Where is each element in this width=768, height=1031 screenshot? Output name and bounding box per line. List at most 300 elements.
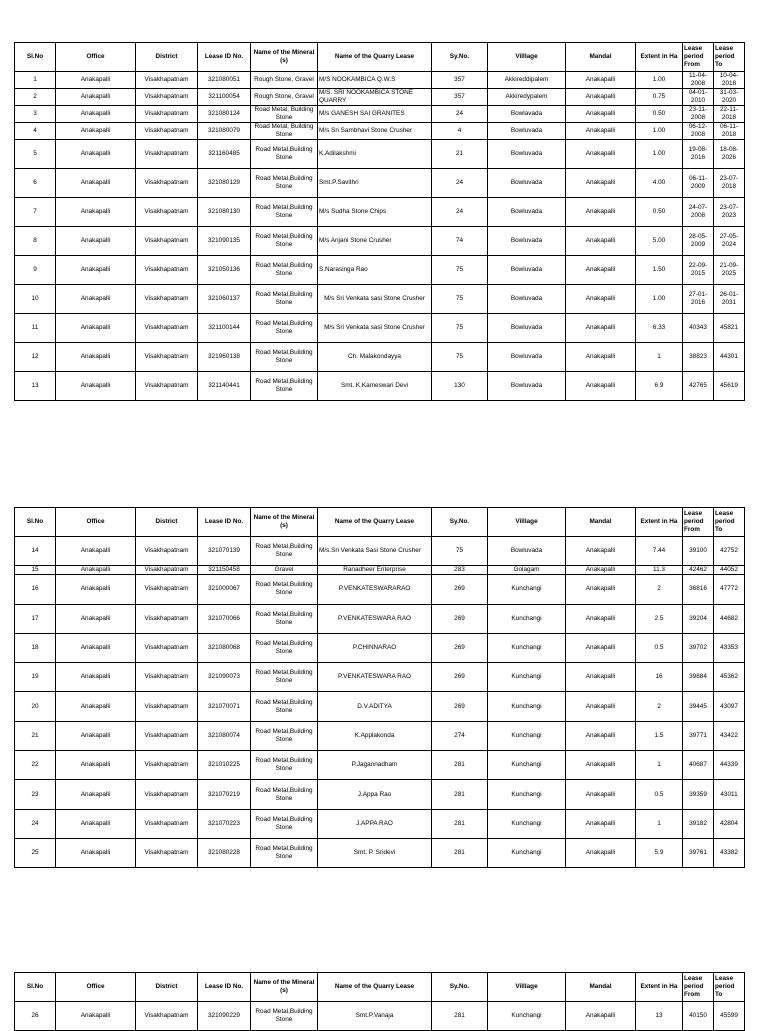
cell-period-from: 39771 bbox=[683, 721, 714, 750]
cell-period-to: 44339 bbox=[714, 751, 745, 780]
cell-office: Anakapalli bbox=[56, 372, 136, 401]
cell-mandal: Anakapalli bbox=[566, 314, 636, 343]
cell-office: Anakapalli bbox=[56, 169, 136, 198]
cell-extent: 0.5 bbox=[636, 633, 683, 662]
cell-lease-id: 321080051 bbox=[198, 72, 251, 89]
cell-period-to: 45362 bbox=[714, 663, 745, 692]
cell-period-from: 40687 bbox=[683, 751, 714, 780]
cell-district: Visakhapatnam bbox=[136, 314, 198, 343]
cell-extent: 6.33 bbox=[636, 314, 683, 343]
cell-quarry-lease: K.Adilakshmi bbox=[318, 140, 432, 169]
cell-mineral: Road Metal,Building Stone bbox=[251, 633, 318, 662]
cell-sy-no: 75 bbox=[432, 285, 488, 314]
table-row bbox=[15, 633, 745, 662]
cell-district: Visakhapatnam bbox=[136, 106, 198, 123]
cell-village: Bowluvada bbox=[488, 256, 566, 285]
column-header-village: Villlage bbox=[488, 43, 566, 72]
cell-mandal: Anakapalli bbox=[566, 604, 636, 633]
cell-district: Visakhapatnam bbox=[136, 604, 198, 633]
cell-village: Bowluvada bbox=[488, 198, 566, 227]
cell-mineral: Road Metal, Building Stone bbox=[251, 123, 318, 140]
cell-sl-no: 2 bbox=[15, 89, 56, 106]
cell-lease-id: 321080228 bbox=[198, 838, 251, 867]
cell-lease-id: 321080130 bbox=[198, 198, 251, 227]
cell-period-from: 39884 bbox=[683, 663, 714, 692]
header-row bbox=[15, 973, 745, 1002]
cell-office: Anakapalli bbox=[56, 227, 136, 256]
cell-lease-id: 321060137 bbox=[198, 285, 251, 314]
cell-village: Bowluvada bbox=[488, 372, 566, 401]
cell-village: Kunchangi bbox=[488, 809, 566, 838]
cell-mineral: Road Metal,Building Stone bbox=[251, 575, 318, 604]
cell-period-to: 47772 bbox=[714, 575, 745, 604]
table-body bbox=[15, 72, 745, 401]
cell-period-to: 21-09-2025 bbox=[714, 256, 745, 285]
table-row bbox=[15, 89, 745, 106]
cell-mandal: Anakapalli bbox=[566, 633, 636, 662]
column-header-period-from: Lease period From bbox=[683, 43, 714, 72]
cell-mineral: Road Metal, Building Stone bbox=[251, 106, 318, 123]
cell-mandal: Anakapalli bbox=[566, 692, 636, 721]
table-row bbox=[15, 343, 745, 372]
cell-mineral: Road Metal,Building Stone bbox=[251, 780, 318, 809]
cell-sl-no: 3 bbox=[15, 106, 56, 123]
cell-sy-no: 357 bbox=[432, 72, 488, 89]
header-row bbox=[15, 43, 745, 72]
cell-sl-no: 16 bbox=[15, 575, 56, 604]
cell-period-from: 39761 bbox=[683, 838, 714, 867]
column-header-extent: Extent in Ha bbox=[636, 43, 683, 72]
table-body bbox=[15, 1002, 745, 1031]
cell-sy-no: 281 bbox=[432, 1002, 488, 1031]
cell-district: Visakhapatnam bbox=[136, 633, 198, 662]
cell-mandal: Anakapalli bbox=[566, 227, 636, 256]
cell-period-from: 28-05-2009 bbox=[683, 227, 714, 256]
cell-sy-no: 269 bbox=[432, 692, 488, 721]
cell-district: Visakhapatnam bbox=[136, 256, 198, 285]
cell-period-from: 40343 bbox=[683, 314, 714, 343]
cell-quarry-lease: Smt.P.Savithri bbox=[318, 169, 432, 198]
cell-period-from: 39204 bbox=[683, 604, 714, 633]
cell-sl-no: 13 bbox=[15, 372, 56, 401]
cell-sy-no: 269 bbox=[432, 604, 488, 633]
cell-district: Visakhapatnam bbox=[136, 227, 198, 256]
cell-mineral: Road Metal,Building Stone bbox=[251, 314, 318, 343]
cell-mandal: Anakapalli bbox=[566, 780, 636, 809]
cell-mineral: Road Metal,Building Stone bbox=[251, 256, 318, 285]
cell-lease-id: 321070223 bbox=[198, 809, 251, 838]
cell-sl-no: 23 bbox=[15, 780, 56, 809]
cell-period-from: 39359 bbox=[683, 780, 714, 809]
cell-mineral: Road Metal,Building Stone bbox=[251, 198, 318, 227]
cell-period-to: 06-11-2018 bbox=[714, 123, 745, 140]
column-header-extent: Extent in Ha bbox=[636, 508, 683, 537]
column-header-lease-id: Lease ID No. bbox=[198, 43, 251, 72]
cell-village: Golagam bbox=[488, 566, 566, 575]
cell-village: Kunchangi bbox=[488, 780, 566, 809]
cell-district: Visakhapatnam bbox=[136, 838, 198, 867]
cell-village: Bowluvada bbox=[488, 140, 566, 169]
cell-village: Bowluvada bbox=[488, 169, 566, 198]
column-header-sl-no: Sl.No bbox=[15, 973, 56, 1002]
cell-office: Anakapalli bbox=[56, 663, 136, 692]
cell-sl-no: 9 bbox=[15, 256, 56, 285]
cell-district: Visakhapatnam bbox=[136, 140, 198, 169]
cell-quarry-lease: M/S. SRI NOOKAMBICA STONE QUARRY bbox=[318, 89, 432, 106]
cell-mandal: Anakapalli bbox=[566, 140, 636, 169]
cell-lease-id: 321960138 bbox=[198, 343, 251, 372]
cell-mandal: Anakapalli bbox=[566, 809, 636, 838]
column-header-office: Office bbox=[56, 508, 136, 537]
cell-office: Anakapalli bbox=[56, 256, 136, 285]
cell-period-from: 39702 bbox=[683, 633, 714, 662]
cell-mandal: Anakapalli bbox=[566, 751, 636, 780]
cell-period-to: 42804 bbox=[714, 809, 745, 838]
cell-lease-id: 321080079 bbox=[198, 123, 251, 140]
cell-mineral: Road Metal,Building Stone bbox=[251, 838, 318, 867]
cell-district: Visakhapatnam bbox=[136, 198, 198, 227]
column-header-sy-no: Sy.No. bbox=[432, 43, 488, 72]
cell-district: Visakhapatnam bbox=[136, 72, 198, 89]
table-body bbox=[15, 537, 745, 868]
cell-office: Anakapalli bbox=[56, 809, 136, 838]
cell-sy-no: 24 bbox=[432, 169, 488, 198]
cell-village: Kunchangi bbox=[488, 721, 566, 750]
cell-sl-no: 5 bbox=[15, 140, 56, 169]
cell-district: Visakhapatnam bbox=[136, 343, 198, 372]
cell-sl-no: 7 bbox=[15, 198, 56, 227]
table-row bbox=[15, 285, 745, 314]
table-row bbox=[15, 751, 745, 780]
cell-extent: 5.00 bbox=[636, 227, 683, 256]
table-row bbox=[15, 809, 745, 838]
cell-village: Bowluvada bbox=[488, 343, 566, 372]
cell-sl-no: 19 bbox=[15, 663, 56, 692]
table-row bbox=[15, 372, 745, 401]
cell-office: Anakapalli bbox=[56, 566, 136, 575]
cell-village: Bowlavada bbox=[488, 106, 566, 123]
cell-quarry-lease: P.CHINNARAO bbox=[318, 633, 432, 662]
table-row bbox=[15, 1002, 745, 1031]
cell-district: Visakhapatnam bbox=[136, 751, 198, 780]
cell-mineral: Road Metal,Building Stone bbox=[251, 663, 318, 692]
cell-quarry-lease: J.Appa Rao bbox=[318, 780, 432, 809]
column-header-village: Villlage bbox=[488, 508, 566, 537]
cell-quarry-lease: M/S NOOKAMBICA Q.W.S bbox=[318, 72, 432, 89]
cell-village: Kunchangi bbox=[488, 633, 566, 662]
table-row bbox=[15, 256, 745, 285]
cell-extent: 1.00 bbox=[636, 140, 683, 169]
cell-mineral: Gravel bbox=[251, 566, 318, 575]
cell-period-to: 43353 bbox=[714, 633, 745, 662]
cell-mandal: Anakapalli bbox=[566, 123, 636, 140]
cell-lease-id: 321090135 bbox=[198, 227, 251, 256]
cell-sy-no: 75 bbox=[432, 537, 488, 566]
cell-mineral: Road Metal,Building Stone bbox=[251, 537, 318, 566]
cell-period-from: 39100 bbox=[683, 537, 714, 566]
cell-extent: 7.44 bbox=[636, 537, 683, 566]
cell-district: Visakhapatnam bbox=[136, 566, 198, 575]
cell-period-to: 18-08-2026 bbox=[714, 140, 745, 169]
cell-extent: 4.00 bbox=[636, 169, 683, 198]
cell-period-from: 27-01-2016 bbox=[683, 285, 714, 314]
table-row bbox=[15, 692, 745, 721]
cell-quarry-lease: M/s Sri Sambhavi Stone Crusher bbox=[318, 123, 432, 140]
cell-sl-no: 12 bbox=[15, 343, 56, 372]
cell-sl-no: 18 bbox=[15, 633, 56, 662]
cell-period-from: 04-01-2010 bbox=[683, 89, 714, 106]
table-row bbox=[15, 838, 745, 867]
column-header-district: District bbox=[136, 43, 198, 72]
column-header-period-from: Lease period From bbox=[683, 508, 714, 537]
cell-sl-no: 17 bbox=[15, 604, 56, 633]
cell-mineral: Road Metal,Building Stone bbox=[251, 692, 318, 721]
table-row bbox=[15, 780, 745, 809]
cell-quarry-lease: M/s Sudha Stone Chips bbox=[318, 198, 432, 227]
cell-village: Bowluvada bbox=[488, 314, 566, 343]
table-row bbox=[15, 140, 745, 169]
cell-extent: 6.9 bbox=[636, 372, 683, 401]
cell-mandal: Anakapalli bbox=[566, 89, 636, 106]
cell-mineral: Rough Stone, Gravel bbox=[251, 72, 318, 89]
cell-sl-no: 8 bbox=[15, 227, 56, 256]
cell-village: Bowluvada bbox=[488, 123, 566, 140]
cell-sy-no: 24 bbox=[432, 106, 488, 123]
cell-mandal: Anakapalli bbox=[566, 537, 636, 566]
cell-extent: 0.75 bbox=[636, 89, 683, 106]
cell-mandal: Anakapalli bbox=[566, 838, 636, 867]
cell-village: Kunchangi bbox=[488, 751, 566, 780]
cell-mandal: Anakapalli bbox=[566, 566, 636, 575]
cell-period-to: 44052 bbox=[714, 566, 745, 575]
cell-office: Anakapalli bbox=[56, 72, 136, 89]
cell-quarry-lease: S.Narasinga Rao bbox=[318, 256, 432, 285]
cell-sy-no: 274 bbox=[432, 721, 488, 750]
cell-mandal: Anakapalli bbox=[566, 169, 636, 198]
cell-village: Kunchangi bbox=[488, 663, 566, 692]
table-row bbox=[15, 198, 745, 227]
cell-office: Anakapalli bbox=[56, 604, 136, 633]
cell-district: Visakhapatnam bbox=[136, 372, 198, 401]
cell-quarry-lease: K.Applakonda bbox=[318, 721, 432, 750]
cell-period-to: 44682 bbox=[714, 604, 745, 633]
column-header-period-from: Lease period From bbox=[683, 973, 714, 1002]
cell-quarry-lease: P.VENKATESWARARAO bbox=[318, 575, 432, 604]
cell-extent: 2 bbox=[636, 575, 683, 604]
cell-office: Anakapalli bbox=[56, 1002, 136, 1031]
column-header-quarry-lease: Name of the Quarry Lease bbox=[318, 508, 432, 537]
cell-district: Visakhapatnam bbox=[136, 285, 198, 314]
cell-lease-id: 321080068 bbox=[198, 633, 251, 662]
cell-village: Kunchangi bbox=[488, 604, 566, 633]
cell-period-to: 45619 bbox=[714, 372, 745, 401]
cell-sl-no: 1 bbox=[15, 72, 56, 89]
cell-office: Anakapalli bbox=[56, 198, 136, 227]
cell-extent: 1.5 bbox=[636, 721, 683, 750]
cell-office: Anakapalli bbox=[56, 123, 136, 140]
cell-district: Visakhapatnam bbox=[136, 89, 198, 106]
cell-quarry-lease: P.Jagannadham bbox=[318, 751, 432, 780]
cell-quarry-lease: Ranadheer Enterprise bbox=[318, 566, 432, 575]
cell-extent: 1 bbox=[636, 343, 683, 372]
cell-lease-id: 321070139 bbox=[198, 537, 251, 566]
cell-village: Kunchangi bbox=[488, 692, 566, 721]
cell-period-from: 19-08-2016 bbox=[683, 140, 714, 169]
lease-table-page-1 bbox=[14, 42, 745, 401]
cell-office: Anakapalli bbox=[56, 633, 136, 662]
cell-district: Visakhapatnam bbox=[136, 575, 198, 604]
cell-village: Kunchangi bbox=[488, 1002, 566, 1031]
cell-office: Anakapalli bbox=[56, 838, 136, 867]
column-header-office: Office bbox=[56, 43, 136, 72]
cell-period-to: 44301 bbox=[714, 343, 745, 372]
cell-sl-no: 24 bbox=[15, 809, 56, 838]
cell-period-to: 31-03-2020 bbox=[714, 89, 745, 106]
table-row bbox=[15, 123, 745, 140]
cell-sy-no: 75 bbox=[432, 343, 488, 372]
table-row bbox=[15, 537, 745, 566]
cell-sy-no: 357 bbox=[432, 89, 488, 106]
cell-village: Bowluvada bbox=[488, 285, 566, 314]
cell-sl-no: 25 bbox=[15, 838, 56, 867]
table-row bbox=[15, 604, 745, 633]
cell-district: Visakhapatnam bbox=[136, 1002, 198, 1031]
cell-period-from: 24-07-2008 bbox=[683, 198, 714, 227]
cell-mineral: Road Metal,Building Stone bbox=[251, 169, 318, 198]
cell-sy-no: 269 bbox=[432, 633, 488, 662]
cell-mandal: Anakapalli bbox=[566, 372, 636, 401]
table-row bbox=[15, 663, 745, 692]
cell-quarry-lease: P.VENKATESWARA RAO bbox=[318, 604, 432, 633]
cell-lease-id: 321080124 bbox=[198, 106, 251, 123]
cell-mandal: Anakapalli bbox=[566, 1002, 636, 1031]
cell-sy-no: 281 bbox=[432, 838, 488, 867]
cell-period-to: 10-04-2018 bbox=[714, 72, 745, 89]
cell-lease-id: 321080074 bbox=[198, 721, 251, 750]
cell-quarry-lease: M/s Anjani Stone Crusher bbox=[318, 227, 432, 256]
cell-mineral: Road Metal,Building Stone bbox=[251, 721, 318, 750]
cell-mineral: Road Metal,Building Stone bbox=[251, 140, 318, 169]
cell-sl-no: 10 bbox=[15, 285, 56, 314]
cell-lease-id: 321090073 bbox=[198, 663, 251, 692]
cell-period-from: 40150 bbox=[683, 1002, 714, 1031]
cell-office: Anakapalli bbox=[56, 692, 136, 721]
cell-sl-no: 14 bbox=[15, 537, 56, 566]
cell-period-to: 27-05-2024 bbox=[714, 227, 745, 256]
cell-extent: 0.50 bbox=[636, 106, 683, 123]
cell-quarry-lease: Smt.P.Vanaja bbox=[318, 1002, 432, 1031]
cell-sl-no: 22 bbox=[15, 751, 56, 780]
cell-period-from: 22-09-2015 bbox=[683, 256, 714, 285]
cell-office: Anakapalli bbox=[56, 537, 136, 566]
cell-period-from: 39445 bbox=[683, 692, 714, 721]
column-header-sl-no: Sl.No bbox=[15, 508, 56, 537]
cell-district: Visakhapatnam bbox=[136, 692, 198, 721]
cell-period-to: 45821 bbox=[714, 314, 745, 343]
cell-village: Kunchangi bbox=[488, 838, 566, 867]
cell-mandal: Anakapalli bbox=[566, 198, 636, 227]
cell-mineral: Road Metal,Building Stone bbox=[251, 285, 318, 314]
cell-mineral: Road Metal,Building Stone bbox=[251, 343, 318, 372]
column-header-district: District bbox=[136, 508, 198, 537]
column-header-lease-id: Lease ID No. bbox=[198, 508, 251, 537]
column-header-period-to: Lease period To bbox=[714, 43, 745, 72]
cell-lease-id: 321010225 bbox=[198, 751, 251, 780]
cell-period-to: 23-07-2023 bbox=[714, 198, 745, 227]
cell-office: Anakapalli bbox=[56, 89, 136, 106]
cell-period-from: 39182 bbox=[683, 809, 714, 838]
cell-quarry-lease: D.V.ADITYA bbox=[318, 692, 432, 721]
cell-period-from: 06-12-2008 bbox=[683, 123, 714, 140]
cell-office: Anakapalli bbox=[56, 721, 136, 750]
cell-mineral: Road Metal,Building Stone bbox=[251, 1002, 318, 1031]
cell-office: Anakapalli bbox=[56, 314, 136, 343]
cell-lease-id: 321080129 bbox=[198, 169, 251, 198]
column-header-sy-no: Sy.No. bbox=[432, 508, 488, 537]
cell-sl-no: 4 bbox=[15, 123, 56, 140]
cell-lease-id: 321160485 bbox=[198, 140, 251, 169]
table-row bbox=[15, 575, 745, 604]
cell-sy-no: 269 bbox=[432, 575, 488, 604]
cell-village: Akkiredypalem bbox=[488, 89, 566, 106]
cell-district: Visakhapatnam bbox=[136, 537, 198, 566]
table-row bbox=[15, 227, 745, 256]
cell-period-from: 38823 bbox=[683, 343, 714, 372]
cell-village: Kunchangi bbox=[488, 575, 566, 604]
cell-period-from: 42765 bbox=[683, 372, 714, 401]
cell-lease-id: 321140441 bbox=[198, 372, 251, 401]
cell-sl-no: 20 bbox=[15, 692, 56, 721]
cell-sl-no: 26 bbox=[15, 1002, 56, 1031]
cell-mandal: Anakapalli bbox=[566, 343, 636, 372]
cell-sl-no: 11 bbox=[15, 314, 56, 343]
cell-quarry-lease: M/s Sri Venkata sasi Stone Crusher bbox=[318, 285, 432, 314]
cell-sy-no: 21 bbox=[432, 140, 488, 169]
cell-extent: 2 bbox=[636, 692, 683, 721]
cell-mandal: Anakapalli bbox=[566, 663, 636, 692]
cell-sy-no: 130 bbox=[432, 372, 488, 401]
table-row bbox=[15, 72, 745, 89]
cell-district: Visakhapatnam bbox=[136, 123, 198, 140]
cell-period-from: 42462 bbox=[683, 566, 714, 575]
cell-sy-no: 75 bbox=[432, 314, 488, 343]
cell-quarry-lease: Smt. P. Sridevi bbox=[318, 838, 432, 867]
column-header-mineral: Name of the Mineral (s) bbox=[251, 508, 318, 537]
cell-office: Anakapalli bbox=[56, 106, 136, 123]
cell-extent: 11.3 bbox=[636, 566, 683, 575]
cell-extent: 1 bbox=[636, 809, 683, 838]
cell-mineral: Road Metal,Building Stone bbox=[251, 372, 318, 401]
cell-lease-id: 321000067 bbox=[198, 575, 251, 604]
cell-period-to: 43422 bbox=[714, 721, 745, 750]
cell-extent: 1.00 bbox=[636, 123, 683, 140]
cell-period-from: 06-11-2009 bbox=[683, 169, 714, 198]
table-row bbox=[15, 721, 745, 750]
cell-sy-no: 4 bbox=[432, 123, 488, 140]
column-header-mandal: Mandal bbox=[566, 43, 636, 72]
cell-sy-no: 269 bbox=[432, 663, 488, 692]
cell-sy-no: 75 bbox=[432, 256, 488, 285]
cell-extent: 1.00 bbox=[636, 72, 683, 89]
cell-mineral: Rough Stone, Gravel bbox=[251, 89, 318, 106]
cell-period-to: 26-01-2031 bbox=[714, 285, 745, 314]
cell-office: Anakapalli bbox=[56, 140, 136, 169]
cell-mandal: Anakapalli bbox=[566, 72, 636, 89]
cell-sy-no: 281 bbox=[432, 809, 488, 838]
cell-quarry-lease: Ch. Malakondayya bbox=[318, 343, 432, 372]
column-header-sl-no: Sl.No bbox=[15, 43, 56, 72]
column-header-extent: Extent in Ha bbox=[636, 973, 683, 1002]
